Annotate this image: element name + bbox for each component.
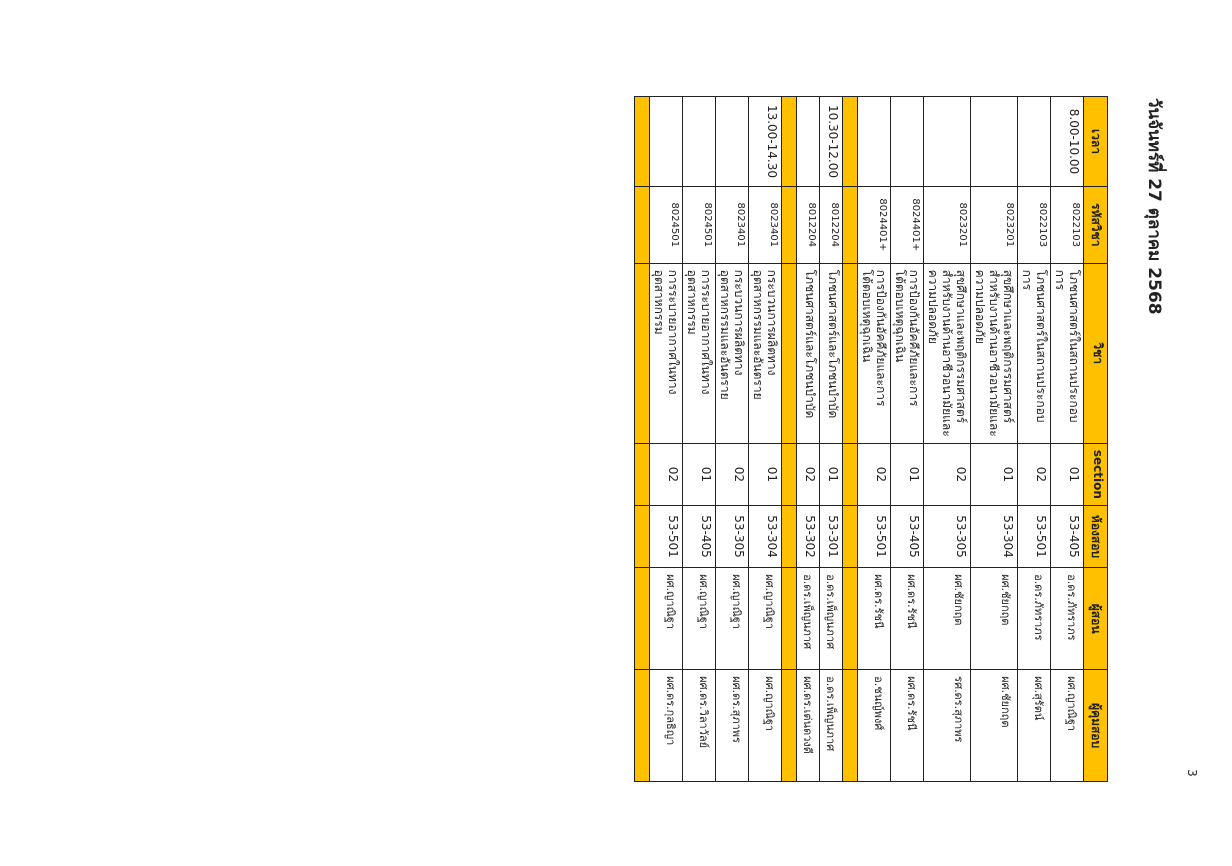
cell-room: 53-405 (1051, 505, 1084, 567)
cell-section (782, 443, 797, 505)
cell-time (971, 97, 1018, 187)
cell-proctor: ผศ.ญาณิฐา (1051, 670, 1084, 782)
cell-proctor: ผศ.ญาณิฐา (749, 670, 782, 782)
cell-lecturer: ผศ.ญาณิฐา (716, 568, 749, 670)
header-code: รหัสวิชา (1084, 186, 1108, 263)
table-row (924, 97, 971, 782)
cell-proctor (635, 670, 650, 782)
cell-lecturer: อ.ดร.ภัทราภร (1018, 568, 1051, 670)
cell-proctor (843, 670, 858, 782)
cell-proctor (782, 670, 797, 782)
cell-subject: กระบวนการผลิตทางอุตสาหกรรมและอันตราย (749, 263, 782, 443)
cell-proctor: รศ.ดร.สุภาพร (924, 670, 971, 782)
cell-code (635, 186, 650, 263)
cell-section: 02 (1018, 443, 1051, 505)
header-proctor: ผู้คุมสอบ (1084, 670, 1108, 782)
cell-lecturer: ผศ.ญาณิฐา (650, 568, 683, 670)
cell-lecturer: ผศ.ชัยกฤต (924, 568, 971, 670)
cell-code: 8023401 (749, 186, 782, 263)
cell-room (843, 505, 858, 567)
header-section: section (1084, 443, 1108, 505)
header-room: ห้องสอบ (1084, 505, 1108, 567)
cell-proctor: อ.ชนญ์พงศ์ (858, 670, 891, 782)
cell-section: 02 (797, 443, 820, 505)
cell-room: 53-501 (650, 505, 683, 567)
cell-code: 8022103 (1018, 186, 1051, 263)
separator-row (635, 97, 650, 782)
cell-section: 02 (650, 443, 683, 505)
cell-code (782, 186, 797, 263)
cell-subject: สุขศึกษาและพฤติกรรมศาสตร์สำหรับงานด้านอาชีวอนามัยและความปลอดภัย (924, 263, 971, 443)
cell-lecturer: อ.ดร.เพ็ญนภาศ (820, 568, 843, 670)
cell-room (782, 505, 797, 567)
cell-lecturer: ผศ.ญาณิฐา (683, 568, 716, 670)
cell-lecturer: ผศ.ญาณิฐา (749, 568, 782, 670)
cell-section: 01 (971, 443, 1018, 505)
cell-subject: สุขศึกษาและพฤติกรรมศาสตร์สำหรับงานด้านอาชีวอนามัยและความปลอดภัย (971, 263, 1018, 443)
cell-code: 8024401+ (891, 186, 924, 263)
cell-time (716, 97, 749, 187)
cell-room: 53-501 (858, 505, 891, 567)
table-row (891, 97, 924, 782)
cell-subject (843, 263, 858, 443)
table-row (971, 97, 1018, 782)
cell-section: 01 (820, 443, 843, 505)
cell-code: 8024401+ (858, 186, 891, 263)
cell-section: 02 (924, 443, 971, 505)
cell-room: 53-305 (716, 505, 749, 567)
cell-subject (782, 263, 797, 443)
cell-section (843, 443, 858, 505)
separator-row (843, 97, 858, 782)
cell-section: 01 (749, 443, 782, 505)
cell-code: 8023401 (716, 186, 749, 263)
cell-subject: โภชนศาสตร์ในสถานประกอบการ (1018, 263, 1051, 443)
cell-room: 53-301 (820, 505, 843, 567)
cell-code: 8024501 (683, 186, 716, 263)
cell-subject (635, 263, 650, 443)
cell-proctor: ผศ.สุรัตน์ (1018, 670, 1051, 782)
cell-time (683, 97, 716, 187)
table-row (820, 97, 843, 782)
cell-time (843, 97, 858, 187)
cell-proctor: ผศ.ดร.เต่นดวงดี (797, 670, 820, 782)
cell-proctor: อ.ดร.เพ็ญนภาศ (820, 670, 843, 782)
cell-time (635, 97, 650, 187)
cell-subject: การระบายอากาศในทางอุตสาหกรรม (683, 263, 716, 443)
header-lecturer: ผู้สอน (1084, 568, 1108, 670)
cell-lecturer: อ.ดร.ภัทราภร (1051, 568, 1084, 670)
table-row (683, 97, 716, 782)
rotated-document (330, 96, 1164, 782)
cell-lecturer (635, 568, 650, 670)
table-row (650, 97, 683, 782)
cell-subject: โภชนศาสตร์และโภชนบำบัด (797, 263, 820, 443)
cell-proctor: ผศ.ดร.รัชนี (891, 670, 924, 782)
cell-time (1018, 97, 1051, 187)
cell-lecturer (843, 568, 858, 670)
cell-code: 8023201 (924, 186, 971, 263)
header-subject: วิชา (1084, 263, 1108, 443)
separator-row (782, 97, 797, 782)
cell-lecturer: ผศ.ดร.รัชนี (858, 568, 891, 670)
table-row (797, 97, 820, 782)
cell-section: 01 (891, 443, 924, 505)
cell-section: 02 (858, 443, 891, 505)
cell-subject: การป้องกันอัคคีภัยและการโต้ตอบเหตุฉุกเฉิน (858, 263, 891, 443)
cell-code: 8012204 (797, 186, 820, 263)
cell-lecturer (782, 568, 797, 670)
cell-room (635, 505, 650, 567)
cell-code (843, 186, 858, 263)
cell-room: 53-405 (891, 505, 924, 567)
cell-room: 53-305 (924, 505, 971, 567)
cell-code: 8024501 (650, 186, 683, 263)
table-row (716, 97, 749, 782)
cell-subject: การระบายอากาศในทางอุตสาหกรรม (650, 263, 683, 443)
cell-time: 8.00-10.00 (1051, 97, 1084, 187)
cell-time: 13.00-14.30 (749, 97, 782, 187)
header-time: เวลา (1084, 97, 1108, 187)
table-row (858, 97, 891, 782)
cell-room: 53-405 (683, 505, 716, 567)
cell-subject: การป้องกันอัคคีภัยและการโต้ตอบเหตุฉุกเฉิน (891, 263, 924, 443)
cell-section (635, 443, 650, 505)
cell-lecturer: อ.ดร.เพ็ญนภาศ (797, 568, 820, 670)
cell-time (782, 97, 797, 187)
cell-proctor: ผศ.ดร.กุลธิญา (650, 670, 683, 782)
cell-subject: กระบวนการผลิตทางอุตสาหกรรมและอันตราย (716, 263, 749, 443)
cell-proctor: ผศ.ดร.สุภาพร (716, 670, 749, 782)
cell-room: 53-501 (1018, 505, 1051, 567)
cell-time (891, 97, 924, 187)
cell-time (858, 97, 891, 187)
cell-time (797, 97, 820, 187)
page-number: 3 (1185, 769, 1199, 777)
cell-room: 53-304 (971, 505, 1018, 567)
cell-code: 8012204 (820, 186, 843, 263)
table-row (1051, 97, 1084, 782)
cell-lecturer: ผศ.ดร.รัชนี (891, 568, 924, 670)
cell-time (650, 97, 683, 187)
cell-subject: โภชนศาสตร์ในสถานประกอบการ (1051, 263, 1084, 443)
cell-room: 53-302 (797, 505, 820, 567)
cell-subject: โภชนศาสตร์และโภชนบำบัด (820, 263, 843, 443)
cell-room: 53-304 (749, 505, 782, 567)
cell-time (924, 97, 971, 187)
table-header-row (1084, 97, 1108, 782)
page-title: วันจันทร์ที่ 27 ตุลาคม 2568 (1144, 98, 1164, 315)
cell-lecturer: ผศ.ชัยกฤต (971, 568, 1018, 670)
cell-section: 01 (1051, 443, 1084, 505)
cell-code: 8022103 (1051, 186, 1084, 263)
cell-section: 01 (683, 443, 716, 505)
cell-proctor: ผศ.ดร.วิลาวัลย์ (683, 670, 716, 782)
cell-time: 10.30-12.00 (820, 97, 843, 187)
cell-section: 02 (716, 443, 749, 505)
cell-code: 8023201 (971, 186, 1018, 263)
table-row (1018, 97, 1051, 782)
cell-proctor: ผศ.ชัยกฤต (971, 670, 1018, 782)
table-row (749, 97, 782, 782)
exam-schedule-table (634, 96, 1108, 782)
